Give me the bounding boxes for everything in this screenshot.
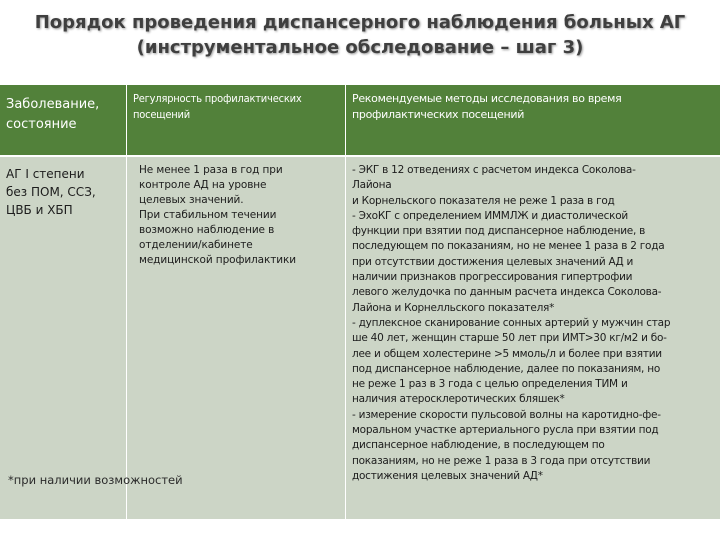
methods-line: Лайона xyxy=(352,179,392,192)
disease-text xyxy=(0,157,126,219)
regularity-line: контроле АД на уровне xyxy=(139,179,267,191)
disease-line: без ПОМ, ССЗ, xyxy=(6,185,96,199)
methods-line: и Корнельского показателя не реже 1 раза в год xyxy=(352,194,615,207)
header-disease-line: состояние xyxy=(6,117,77,132)
header-cell-disease xyxy=(0,85,127,156)
methods-line: диспансерное наблюдение, в последующем по xyxy=(352,439,605,452)
header-regularity-text xyxy=(127,85,345,123)
slide-title xyxy=(0,10,720,60)
methods-line: - измерение скорости пульсовой волны на каротидно-фе- xyxy=(352,408,661,421)
slide-title-line-2: (инструментальное обследование – шаг 3) xyxy=(136,37,584,58)
slide-title-line-1: Порядок проведения диспансерного наблюдения больных АГ xyxy=(34,12,686,33)
methods-line: достижения целевых значений АД* xyxy=(352,469,543,482)
methods-line: наличия атеросклеротических бляшек* xyxy=(352,393,565,406)
header-regularity-line: Регулярность профилактических xyxy=(133,92,302,105)
cell-regularity xyxy=(127,156,346,519)
methods-line: - ЭхоКГ с определением ИММЛЖ и диастолической xyxy=(352,209,628,222)
table-header-row xyxy=(0,85,720,156)
regularity-line: При стабильном течении xyxy=(139,209,277,221)
disease-line: ЦВБ и ХБП xyxy=(6,203,73,217)
methods-line: Лайона и Корнелльского показателя* xyxy=(352,301,555,314)
header-cell-methods xyxy=(346,85,720,156)
methods-line: моральном участке артериального русла при взятии под xyxy=(352,424,659,437)
methods-text xyxy=(346,157,720,484)
footnote: *при наличии возможностей xyxy=(8,473,183,487)
methods-line: наличии признаков прогрессирования гипертрофии xyxy=(352,271,633,284)
methods-line: - дуплексное сканирование сонных артерий у мужчин стар xyxy=(352,316,671,329)
methods-line: при отсутствии достижения целевых значений АД и xyxy=(352,255,634,268)
cell-disease xyxy=(0,156,127,519)
header-methods-text xyxy=(346,85,720,123)
regularity-line: возможно наблюдение в xyxy=(139,224,275,236)
methods-line: функции при взятии под диспансерное наблюдение, в xyxy=(352,225,646,238)
cell-methods xyxy=(346,156,720,519)
methods-line: показаниям, но не реже 1 раза в 3 года при отсутствии xyxy=(352,454,651,467)
regularity-line: целевых значений. xyxy=(139,194,244,206)
methods-line: лее и общем холестерине >5 ммоль/л и более при взятии xyxy=(352,347,662,360)
regularity-text xyxy=(127,157,345,268)
header-disease-text xyxy=(0,85,126,135)
regularity-line: Не менее 1 раза в год при xyxy=(139,164,283,176)
header-methods-line: профилактических посещений xyxy=(352,108,525,121)
header-cell-regularity xyxy=(127,85,346,156)
regularity-line: медицинской профилактики xyxy=(139,254,296,266)
observation-table xyxy=(0,85,720,519)
methods-line: - ЭКГ в 12 отведениях с расчетом индекса Соколова- xyxy=(352,164,636,176)
table-row xyxy=(0,156,720,519)
methods-line: левого желудочка по данным расчета индекса Соколова- xyxy=(352,286,662,299)
header-disease-line: Заболевание, xyxy=(6,97,100,112)
methods-line: не реже 1 раз в 3 года с целью определения ТИМ и xyxy=(352,378,628,391)
disease-line: АГ I степени xyxy=(6,167,85,181)
header-methods-line: Рекомендуемые методы исследования во время xyxy=(352,92,622,105)
methods-line: ше 40 лет, женщин старше 50 лет при ИМТ>30 кг/м2 и бо- xyxy=(352,332,667,345)
regularity-line: отделении/кабинете xyxy=(139,239,253,251)
methods-line: последующем по показаниям, но не менее 1 раза в 2 года xyxy=(352,240,665,253)
methods-line: под диспансерное наблюдение, далее по показаниям, но xyxy=(352,362,661,375)
header-regularity-line: посещений xyxy=(133,108,191,121)
